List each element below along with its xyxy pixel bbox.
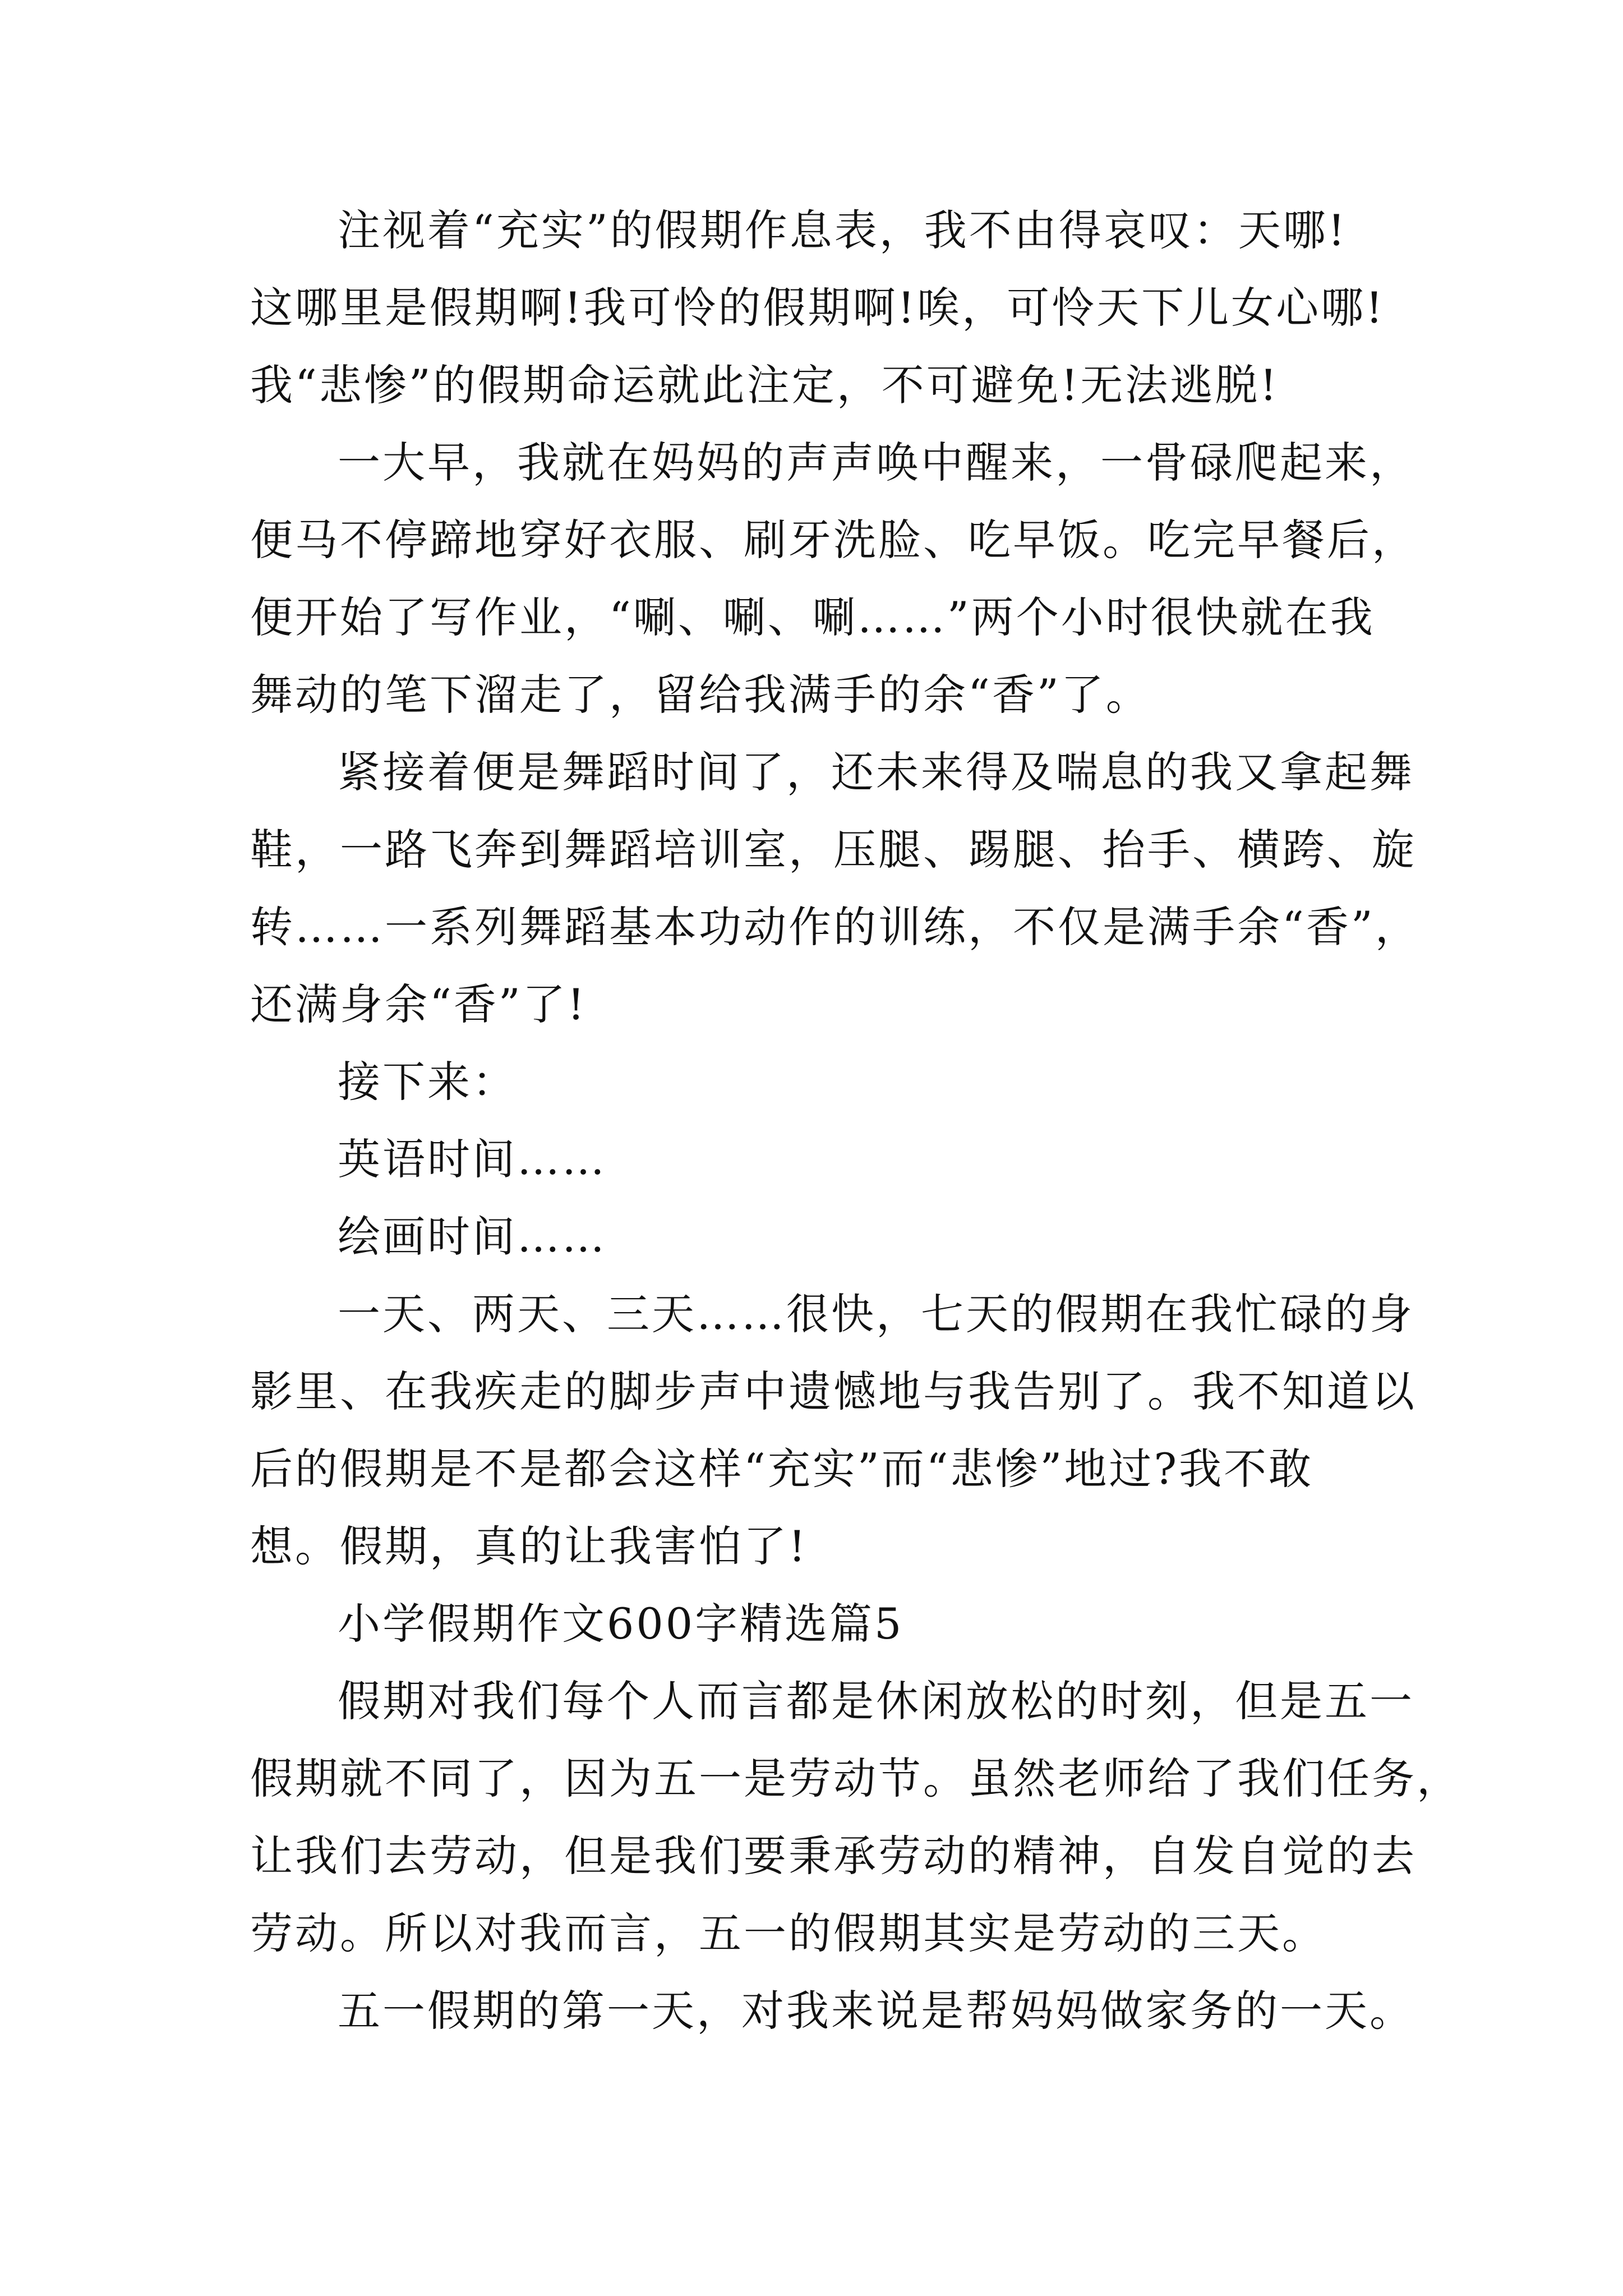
text-line: 劳动。所以对我而言，五一的假期其实是劳动的三天。 <box>250 1908 1327 1958</box>
text-line: 舞动的笔下溜走了，留给我满手的余“香”了。 <box>250 670 1151 720</box>
text-line: 假期就不同了，因为五一是劳动节。虽然老师给了我们任务， <box>250 1754 1461 1803</box>
text-line: 转……一系列舞蹈基本功动作的训练，不仅是满手余“香”， <box>250 902 1420 952</box>
text-line: 后的假期是不是都会这样“充实”而“悲惨”地过?我不敢 <box>250 1444 1314 1494</box>
text-line: 让我们去劳动，但是我们要秉承劳动的精神，自发自觉的去 <box>250 1831 1417 1881</box>
text-line: 一大早，我就在妈妈的声声唤中醒来，一骨碌爬起来， <box>338 438 1414 487</box>
text-line: 我“悲惨”的假期命运就此注定，不可避免!无法逃脱! <box>250 360 1279 410</box>
text-line: 五一假期的第一天，对我来说是帮妈妈做家务的一天。 <box>338 1986 1414 2036</box>
document-body <box>250 192 1461 2050</box>
text-line: 绘画时间…… <box>338 1212 607 1262</box>
text-line: 还满身余“香”了! <box>250 979 587 1029</box>
text-line: 这哪里是假期啊!我可怜的假期啊!唉，可怜天下儿女心哪! <box>250 283 1385 333</box>
text-line: 想。假期，真的让我害怕了! <box>250 1521 808 1571</box>
text-line: 英语时间…… <box>338 1134 607 1184</box>
text-line: 便开始了写作业，“唰、唰、唰……”两个小时很快就在我 <box>250 592 1375 642</box>
text-line: 鞋，一路飞奔到舞蹈培训室，压腿、踢腿、抬手、横跨、旋 <box>250 825 1417 875</box>
text-line: 接下来： <box>338 1057 517 1107</box>
text-line: 假期对我们每个人而言都是休闲放松的时刻，但是五一 <box>338 1676 1414 1726</box>
section-heading: 小学假期作文600字精选篇5 <box>338 1599 904 1649</box>
text-line: 注视着“充实”的假期作息表，我不由得哀叹：天哪! <box>338 205 1348 255</box>
text-line: 紧接着便是舞蹈时间了，还未来得及喘息的我又拿起舞 <box>338 747 1414 797</box>
text-line: 便马不停蹄地穿好衣服、刷牙洗脸、吃早饭。吃完早餐后， <box>250 515 1417 565</box>
text-line: 影里、在我疾走的脚步声中遗憾地与我告别了。我不知道以 <box>250 1366 1417 1416</box>
text-line: 一天、两天、三天……很快，七天的假期在我忙碌的身 <box>338 1289 1414 1339</box>
